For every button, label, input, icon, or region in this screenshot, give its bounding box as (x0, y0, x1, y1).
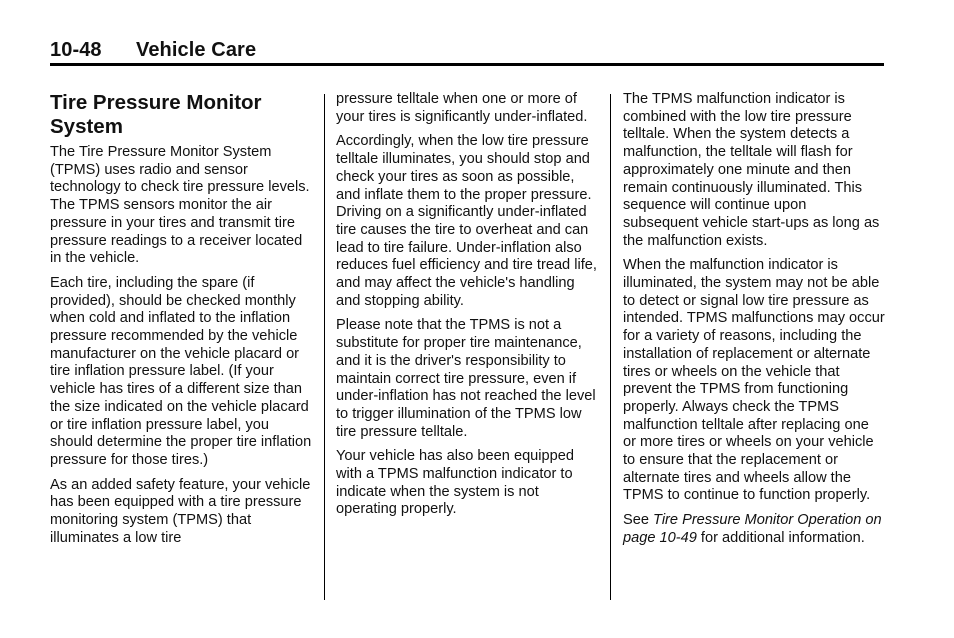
paragraph: pressure telltale when one or more of your tires is significantly under-inflated. (336, 91, 588, 125)
column-divider (610, 94, 611, 600)
paragraph: Each tire, including the spare (if provided), should be checked monthly when cold and inflated to the inflation pressure recommended by the vehicle manufacturer on the vehicle placard or tire inflation pressure label. (If your vehicle has tires of a different size than the size indicated on the vehicle placard or tire inflation pressure label, you should determine the proper tire inflation pressure for those tires.) (50, 274, 312, 468)
paragraph: Your vehicle has also been equipped with a TPMS malfunction indicator to indicate when the system is not operating properly. (336, 448, 575, 518)
page-header (50, 39, 256, 62)
section-name: Vehicle Care (136, 39, 257, 61)
column-divider (324, 94, 325, 600)
column-3 (623, 91, 885, 555)
header-rule (50, 63, 884, 66)
paragraph: Accordingly, when the low tire pressure telltale illuminates, you should stop and check your tires as soon as possible, and inflate them to the proper pressure. Driving on a significantly under-inflated tire causes the tire to overheat and can lead to tire failure. Under-inflation also reduces fuel efficiency and tire tread life, and may affect the vehicle's handling and stopping ability. (336, 133, 597, 309)
page-number: 10-48 (50, 39, 102, 61)
paragraph: When the malfunction indicator is illuminated, the system may not be able to detect or signal low tire pressure as intended. TPMS malfunctions may occur for a variety of reasons, including the installation of replacement or alternate tires or wheels on the vehicle that prevent the TPMS from functioning properly. Always check the TPMS malfunction telltale after replacing one or more tires or wheels on your vehicle to ensure that the replacement or alternate tires and wheels allow the TPMS to continue to function properly. (623, 257, 885, 504)
see-also-paragraph (623, 512, 885, 547)
column-1 (50, 91, 312, 554)
paragraph: Please note that the TPMS is not a substitute for proper tire maintenance, and it is the driver's responsibility to maintain correct tire pressure, even if under-inflation has not reached the level to trigger illumination of the TPMS low tire pressure telltale. (336, 317, 596, 440)
cross-reference-link[interactable]: Tire Pressure Monitor Operation on page 10-49 (623, 512, 882, 546)
paragraph: As an added safety feature, your vehicle has been equipped with a tire pressure monitoring system (TPMS) that illuminates a low tire (50, 476, 311, 546)
paragraph: The TPMS malfunction indicator is combined with the low tire pressure telltale. When the system detects a malfunction, the telltale will flash for approximately one minute and then remain continuously illuminated. This sequence will continue upon subsequent vehicle start-ups as long as the malfunction exists. (623, 91, 880, 249)
paragraph: The Tire Pressure Monitor System (TPMS) uses radio and sensor technology to check tire pressure levels. The TPMS sensors monitor the air pressure in your tires and transmit tire pressure readings to a receiver located in the vehicle. (50, 144, 310, 267)
section-title: Tire Pressure Monitor System (50, 91, 262, 138)
column-2 (336, 91, 601, 526)
see-prefix: See (623, 512, 654, 529)
see-suffix: for additional information. (696, 529, 865, 546)
